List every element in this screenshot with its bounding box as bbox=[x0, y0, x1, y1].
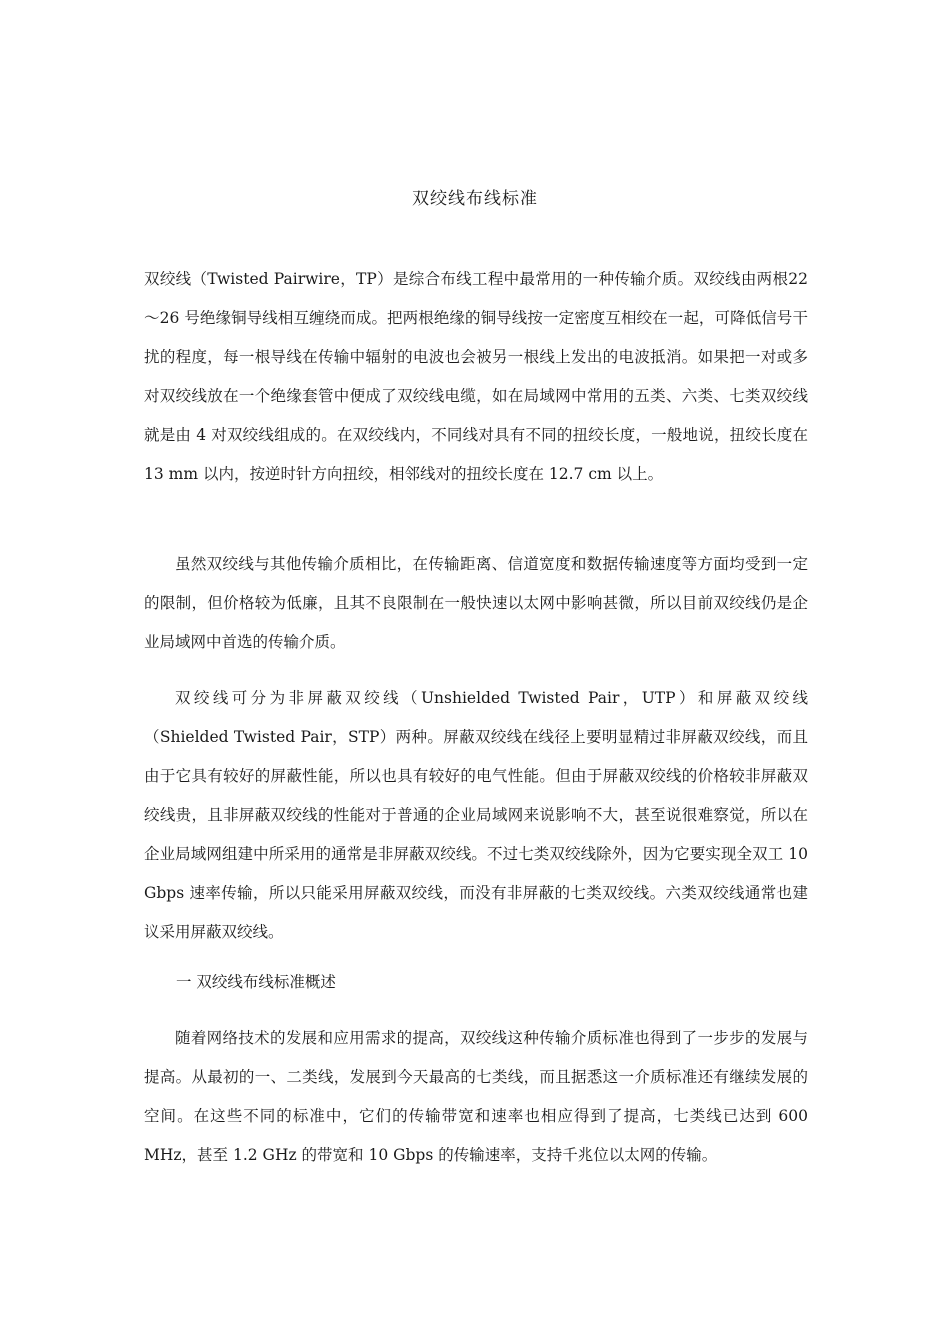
paragraph-intro: 双绞线（Twisted Pairwire，TP）是综合布线工程中最常用的一种传输介质。双绞线由两根22～26 号绝缘铜导线相互缠绕而成。把两根绝缘的铜导线按一定密度互相绞在一起，可降低信号干扰的程度，每一根导线在传输中辐射的电波也会被另一根线上发出的电波抵消。如果把一对或多对双绞线放在一个绝缘套管中便成了双绞线电缆，如在局域网中常用的五类、六类、七类双绞线就是由 4 对双绞线组成的。在双绞线内，不同线对具有不同的扭绞长度，一般地说，扭绞长度在 13 mm 以内，按逆时针方向扭绞，相邻线对的扭绞长度在 12.7 cm 以上。 bbox=[144, 270, 808, 483]
paragraph-utp-stp: 双绞线可分为非屏蔽双绞线（Unshielded Twisted Pair，UTP）和屏蔽双绞线（Shielded Twisted Pair，STP）两种。屏蔽双绞线在线径上要明显精过非屏蔽双绞线，而且由于它具有较好的屏蔽性能，所以也具有较好的电气性能。但由于屏蔽双绞线的价格较非屏蔽双绞线贵，且非屏蔽双绞线的性能对于普通的企业局域网来说影响不大，甚至说很难察觉，所以在企业局域网组建中所采用的通常是非屏蔽双绞线。不过七类双绞线除外，因为它要实现全双工 10 Gbps 速率传输，所以只能采用屏蔽双绞线，而没有非屏蔽的七类双绞线。六类双绞线通常也建议采用屏蔽双绞线。 bbox=[144, 689, 808, 941]
section-heading: 一 双绞线布线标准概述 bbox=[176, 973, 336, 991]
paragraph-standards-overview: 随着网络技术的发展和应用需求的提高，双绞线这种传输介质标准也得到了一步步的发展与提高。从最初的一、二类线，发展到今天最高的七类线，而且据悉这一介质标准还有继续发展的空间。在这些不同的标准中，它们的传输带宽和速率也相应得到了提高，七类线已达到 600 MHz，甚至 1.2 GHz 的带宽和 10 Gbps 的传输速率，支持千兆位以太网的传输。 bbox=[144, 1029, 808, 1164]
document-title: 双绞线布线标准 bbox=[412, 189, 538, 209]
paragraph-comparison: 虽然双绞线与其他传输介质相比，在传输距离、信道宽度和数据传输速度等方面均受到一定的限制，但价格较为低廉，且其不良限制在一般快速以太网中影响甚微，所以目前双绞线仍是企业局域网中首选的传输介质。 bbox=[144, 555, 808, 651]
